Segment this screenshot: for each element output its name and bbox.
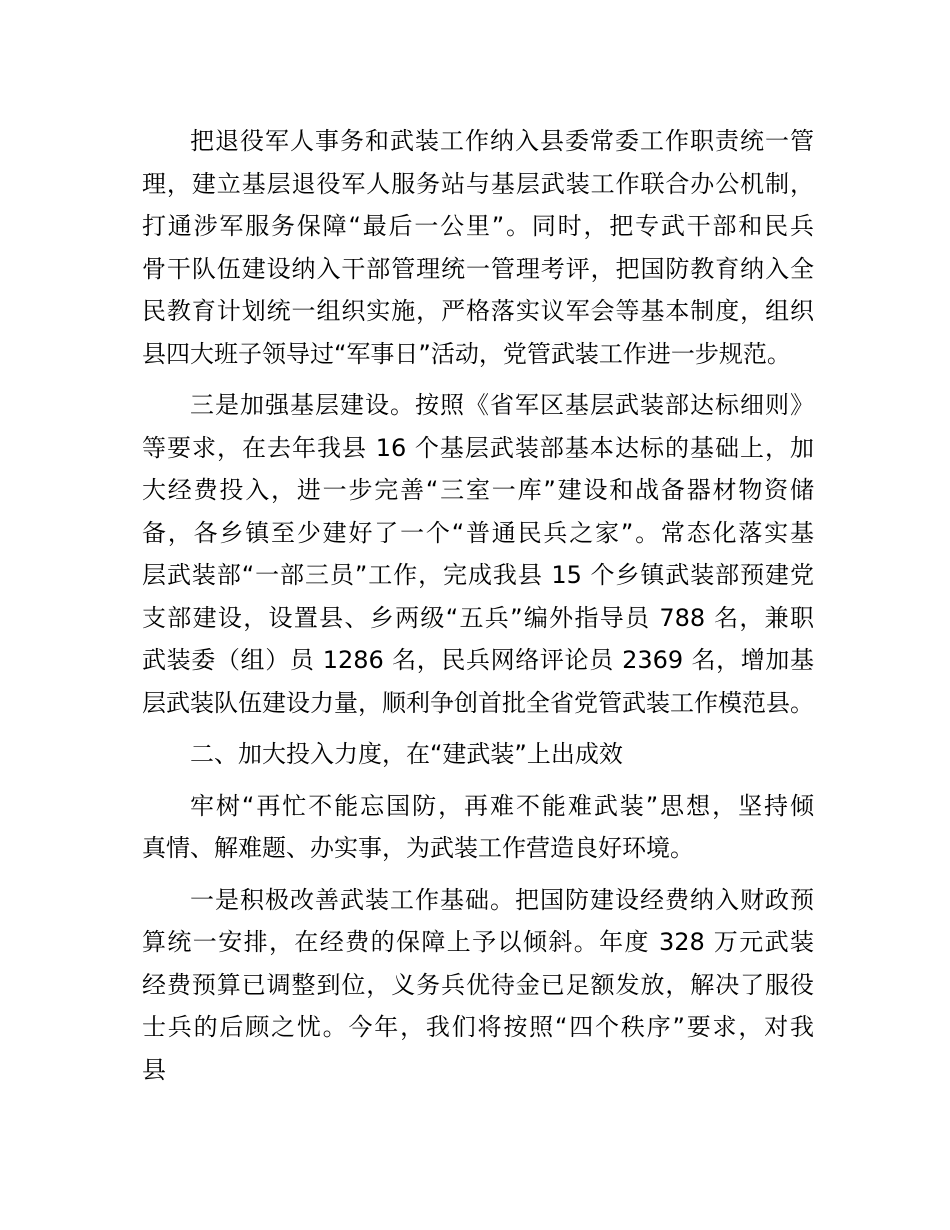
text-line: 理，建立基层退役军人服务站与基层武装工作联合办公机制，	[142, 169, 814, 198]
text-line: 骨干队伍建设纳入干部管理统一管理考评，把国防教育纳入全	[142, 254, 814, 283]
text-line: 把退役军人事务和武装工作纳入县委常委工作职责统一管	[190, 127, 814, 155]
paragraph	[142, 120, 814, 375]
text-line: 士兵的后顾之忧。今年，我们将按照“四个秩序”要求，对我	[142, 1013, 814, 1041]
text-line: 县	[142, 1055, 166, 1084]
paragraph	[142, 384, 814, 724]
text-line: 经费预算已调整到位，义务兵优待金已足额发放，解决了服役	[142, 970, 814, 999]
text-line: 民教育计划统一组织实施，严格落实议军会等基本制度，组织	[142, 297, 814, 325]
text-line: 三是加强基层建设。按照《省军区基层武装部达标细则》	[190, 391, 814, 419]
text-line: 备，各乡镇至少建好了一个“普通民兵之家”。常态化落实基	[142, 518, 814, 547]
text-line: 牢树“再忙不能忘国防，再难不能难武装”思想，坚持倾	[190, 791, 814, 820]
text-line: 等要求，在去年我县 16 个基层武装部基本达标的基础上，加	[142, 433, 814, 462]
paragraph	[142, 785, 814, 870]
paragraph	[142, 879, 814, 1092]
text-line: 武装委（组）员 1286 名，民兵网络评论员 2369 名，增加基	[142, 646, 814, 674]
text-line: 打通涉军服务保障“最后一公里”。同时，把专武干部和民兵	[142, 212, 814, 240]
text-line: 支部建设，设置县、乡两级“五兵”编外指导员 788 名，兼职	[142, 603, 814, 632]
text-line: 县四大班子领导过“军事日”活动，党管武装工作进一步规范。	[142, 339, 791, 368]
document-body	[142, 120, 814, 1091]
text-line: 层武装队伍建设力量，顺利争创首批全省党管武装工作模范县。	[142, 688, 814, 717]
text-line: 算统一安排，在经费的保障上予以倾斜。年度 328 万元武装	[142, 928, 814, 956]
heading-text: 二、加大投入力度，在“建武装”上出成效	[190, 740, 623, 768]
text-line: 真情、解难题、办实事，为武装工作营造良好环境。	[142, 834, 694, 862]
text-line: 层武装部“一部三员”工作，完成我县 15 个乡镇武装部预建党	[142, 561, 814, 589]
text-line: 大经费投入，进一步完善“三室一库”建设和战备器材物资储	[142, 476, 814, 504]
section-heading	[142, 733, 814, 776]
text-line: 一是积极改善武装工作基础。把国防建设经费纳入财政预	[190, 885, 814, 914]
